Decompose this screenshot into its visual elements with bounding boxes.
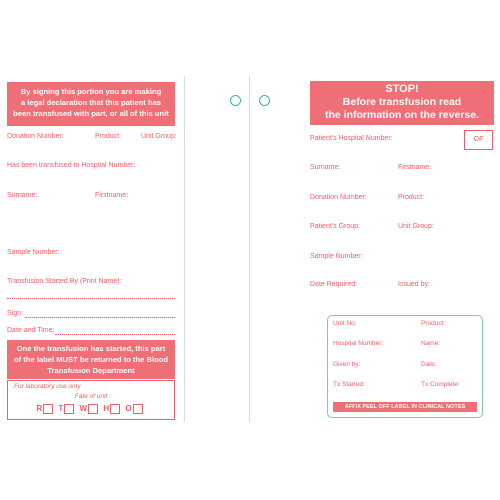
affix-label-text: AFFIX PEEL OFF LABEL IN CLINICAL NOTES [344,404,466,410]
fate-checkbox-o[interactable] [133,404,143,414]
stop-line: the information on the reverse. [324,109,480,121]
affix-label-banner [333,402,477,412]
date-time-line [55,334,175,335]
lab-use-label: For laboratory use only [14,383,81,390]
of-box [464,130,493,150]
peel-date-label: Date: [421,361,437,368]
fate-checkbox-w[interactable] [88,404,98,414]
peel-name-label: Name: [421,340,441,347]
stop-title: STOP! [385,83,419,95]
banner-line: of the label MUST be returned to the Blood [14,355,168,364]
transfusion-started-label: Transfusion Started By (Print Name): [7,278,122,285]
unit-group-label: Unit Group: [141,133,177,140]
stop-banner [310,81,494,125]
right-unit-group-label: Unit Group: [398,223,434,230]
peel-tx-started-label: Tx Started: [333,381,365,388]
peel-hospital-number-label: Hospital Number: [333,340,384,347]
right-surname-label: Surname: [310,164,341,171]
fate-of-unit-label: Fate of unit [74,393,108,400]
banner-line: Transfusion Department [47,366,135,375]
sample-number-label: Sample Number: [7,249,60,256]
banner-line: By signing this portion you are making [20,87,162,96]
issued-by-label: Issued by: [398,281,430,288]
date-time-label: Date and Time: [7,327,55,334]
print-name-line [7,298,175,299]
fate-checkbox-r[interactable] [43,404,53,414]
peel-product-label: Product [421,320,444,327]
firstname-label: Firstname: [95,192,129,199]
transfused-to-label: Has been transfused to Hospital Number: [7,162,136,169]
stop-line: Before transfusion read [342,96,462,108]
fate-option-r: R [36,404,43,414]
fate-checkbox-h[interactable] [110,404,120,414]
sign-line [25,317,175,318]
fate-options [8,404,174,414]
peel-off-label[interactable] [327,315,483,418]
donation-number-label: Donation Number: [7,133,64,140]
right-donation-number-label: Donation Number: [310,194,367,201]
sign-label: Sign: [7,310,23,317]
lab-use-box [7,380,175,420]
fate-checkbox-t[interactable] [64,404,74,414]
banner-line: a legal declaration that this patient has [20,98,162,107]
product-label: Product: [95,133,122,140]
banner-line: One the transfusion has started, this part [16,344,166,353]
right-sample-number-label: Sample Number: [310,253,363,260]
punch-hole-right [259,95,270,106]
legal-declaration-banner [7,82,175,126]
peel-tx-complete-label: Tx Complete: [421,381,460,388]
return-label-banner [7,340,175,379]
fate-option-o: O [125,404,132,414]
left-perforation-line [184,76,185,422]
patient-group-label: Patient's Group: [310,223,360,230]
peel-unit-no-label: Unit No: [333,320,357,327]
right-product-label: Product: [398,194,425,201]
banner-line: been transfused with part, or all of this unit [13,109,169,118]
punch-hole-left [230,95,241,106]
peel-given-by-label: Given by: [333,361,361,368]
of-label: OF [473,136,484,143]
fate-option-t: T [58,404,64,414]
surname-label: Surname: [7,192,38,199]
right-perforation-line [249,76,250,422]
fate-option-h: H [103,404,110,414]
date-required-label: Date Required: [310,281,358,288]
right-firstname-label: Firstname: [398,164,432,171]
patient-hospital-number-label: Patient's Hospital Number: [310,135,393,142]
fate-option-w: W [79,404,88,414]
